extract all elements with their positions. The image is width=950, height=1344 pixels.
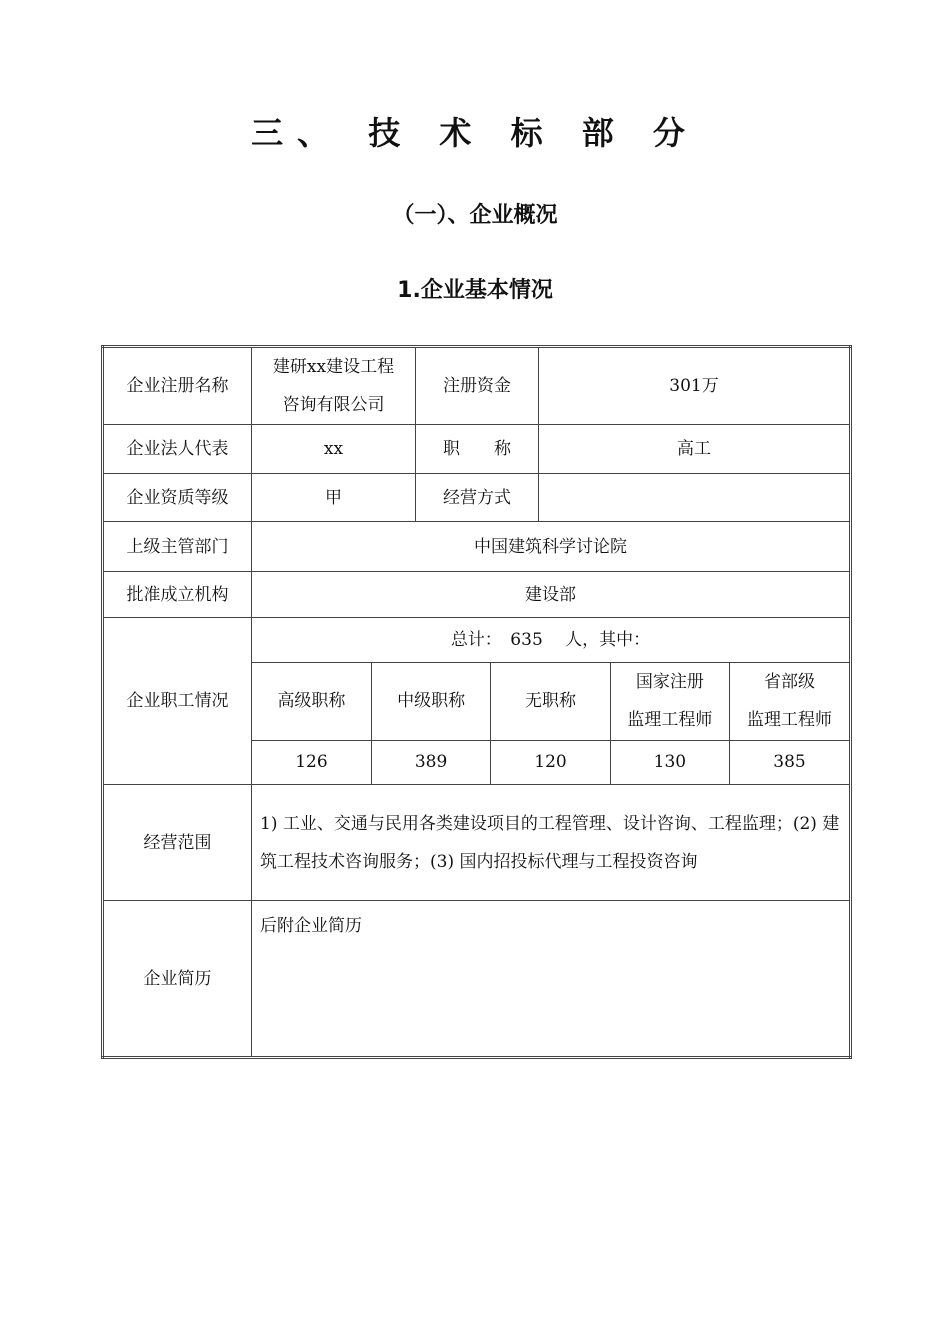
capital-value: 301万 [539,347,851,425]
brief-value: 后附企业简历 [252,901,851,1058]
brief-label: 企业简历 [103,901,252,1058]
reg-name-line1: 建研xx建设工程 [272,357,395,377]
approve-label: 批准成立机构 [103,572,252,618]
staff-table [252,618,849,784]
reg-name-value [252,347,416,425]
grade-label: 企业资质等级 [103,474,252,522]
staff-value-senior: 126 [252,740,371,784]
title-label: 职 称 [416,425,539,474]
staff-total: 总计： 635 人，其中： [252,618,849,662]
staff-value-middle: 389 [371,740,490,784]
document-title: 三、 技 术 标 部 分 [251,114,699,152]
staff-label: 企业职工情况 [103,618,252,785]
mode-label: 经营方式 [416,474,539,522]
legal-rep-label: 企业法人代表 [103,425,252,474]
title-value: 高工 [539,425,851,474]
staff-header-provincial-l2: 监理工程师 [747,710,833,730]
staff-value-national: 130 [610,740,729,784]
staff-header-provincial [730,662,849,740]
reg-name-label: 企业注册名称 [103,347,252,425]
staff-header-provincial-l1: 省部级 [764,672,816,692]
legal-rep-value: xx [252,425,416,474]
staff-header-senior: 高级职称 [252,662,371,740]
dept-label: 上级主管部门 [103,522,252,572]
staff-header-national-l2: 监理工程师 [627,710,713,730]
section-heading: 1.企业基本情况 [397,278,553,303]
staff-value-provincial: 385 [730,740,849,784]
subtitle: （一）、企业概况 [392,203,558,228]
grade-value: 甲 [252,474,416,522]
staff-cell [252,618,851,785]
staff-header-none: 无职称 [491,662,610,740]
mode-value [539,474,851,522]
reg-name-line2: 咨询有限公司 [282,395,385,415]
staff-header-middle: 中级职称 [371,662,490,740]
staff-value-none: 120 [491,740,610,784]
capital-label: 注册资金 [416,347,539,425]
approve-value: 建设部 [252,572,851,618]
staff-header-national [610,662,729,740]
staff-header-national-l1: 国家注册 [635,672,704,692]
scope-value: 1) 工业、交通与民用各类建设项目的工程管理、设计咨询、工程监理；(2) 建筑工程技术咨询服务；(3) 国内招投标代理与工程投资咨询 [252,785,851,901]
company-info-table [101,345,852,1059]
dept-value: 中国建筑科学讨论院 [252,522,851,572]
scope-label: 经营范围 [103,785,252,901]
